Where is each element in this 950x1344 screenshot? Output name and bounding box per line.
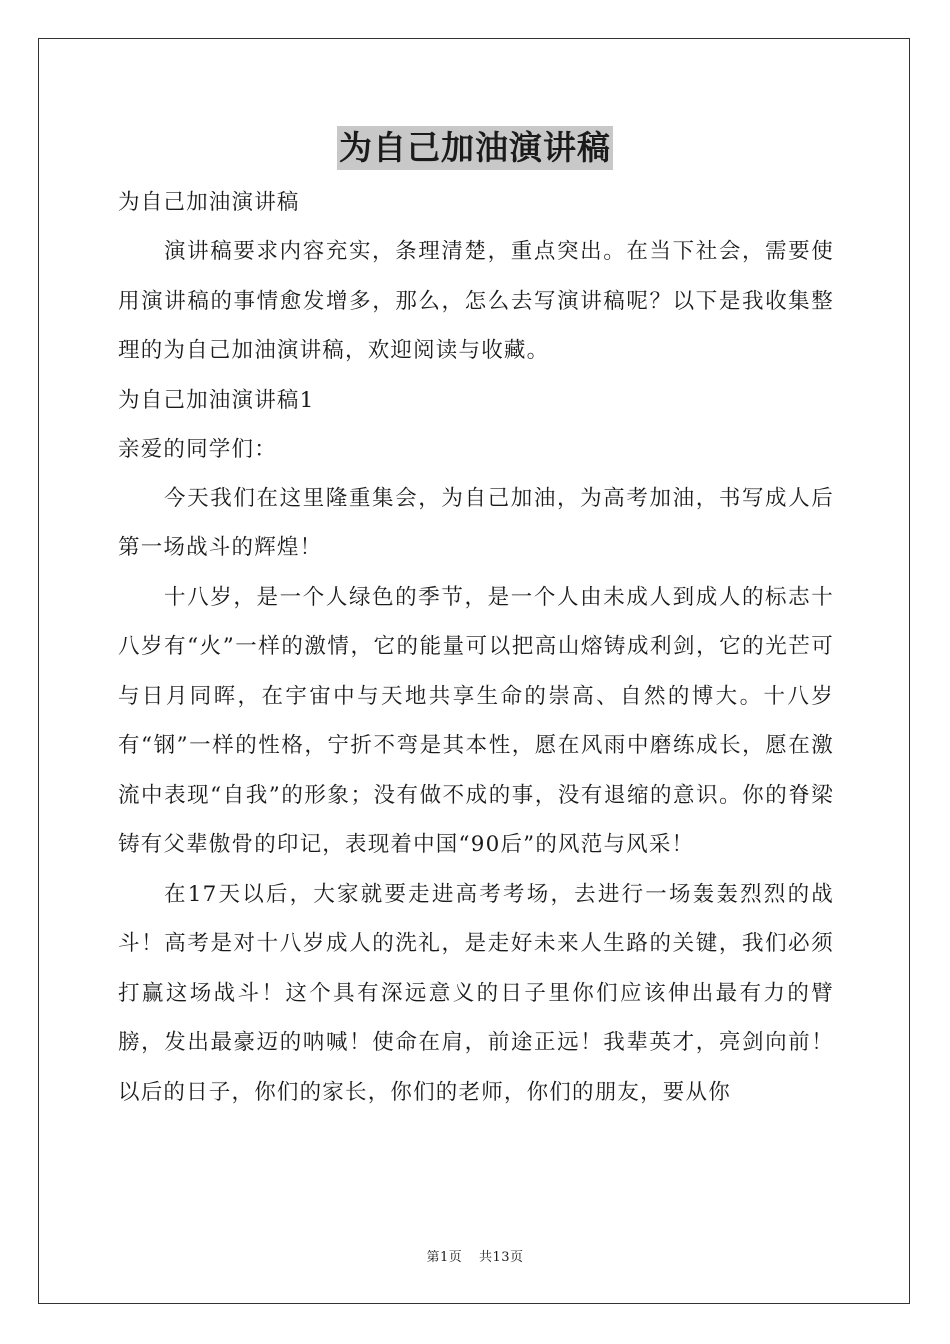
body-paragraph: 十八岁，是一个人绿色的季节，是一个人由未成人到成人的标志十八岁有“火”一样的激情，它的能量可以把高山熔铸成利剑，它的光芒可与日月同晖，在宇宙中与天地共享生命的崇高、自然的博大。十八岁有“钢”一样的性格，宁折不弯是其本性，愿在风雨中磨练成长，愿在激流中表现“自我”的形象；没有做不成的事，没有退缩的意识。你的脊梁铸有父辈傲骨的印记，表现着中国“90后”的风范与风采！ bbox=[118, 584, 834, 857]
page-total: 共13页 bbox=[478, 1250, 524, 1265]
page-number: 第1页 bbox=[426, 1250, 463, 1265]
subtitle-line: 为自己加油演讲稿 bbox=[118, 190, 300, 215]
document-title: 为自己加油演讲稿 bbox=[337, 126, 613, 170]
body-paragraph: 今天我们在这里隆重集会，为自己加油，为高考加油，书写成人后第一场战斗的辉煌！ bbox=[118, 485, 834, 560]
document-body bbox=[118, 178, 834, 1117]
body-paragraph: 在17天以后，大家就要走进高考考场，去进行一场轰轰烈烈的战斗！高考是对十八岁成人的洗礼，是走好未来人生路的关键，我们必须打赢这场战斗！这个具有深远意义的日子里你们应该伸出最有力的臂膀，发出最豪迈的呐喊！使命在肩，前途正远！我辈英才，亮剑向前！以后的日子，你们的家长，你们的老师，你们的朋友，要从你 bbox=[118, 881, 834, 1105]
section-heading: 为自己加油演讲稿1 bbox=[118, 387, 315, 413]
page-footer bbox=[0, 1246, 950, 1265]
intro-paragraph: 演讲稿要求内容充实，条理清楚，重点突出。在当下社会，需要使用演讲稿的事情愈发增多，那么，怎么去写演讲稿呢？以下是我收集整理的为自己加油演讲稿，欢迎阅读与收藏。 bbox=[118, 239, 834, 363]
title-wrap bbox=[0, 126, 950, 170]
salutation: 亲爱的同学们： bbox=[118, 436, 277, 462]
